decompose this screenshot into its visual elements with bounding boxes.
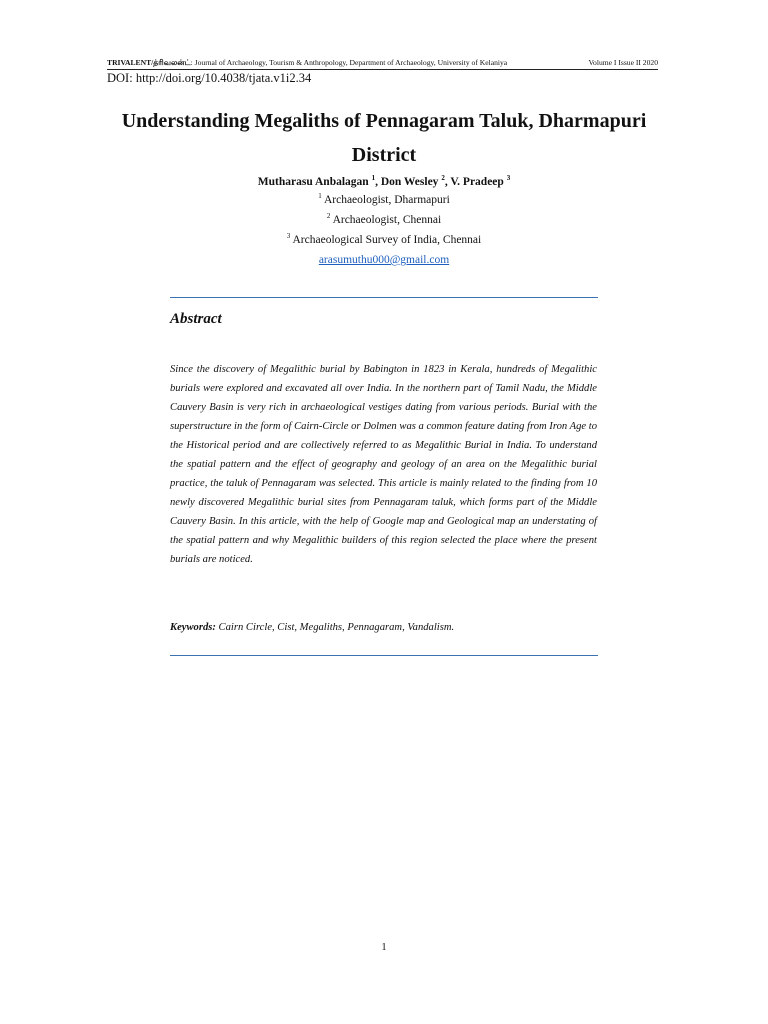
author-email-link[interactable]: arasumuthu000@gmail.com — [318, 254, 450, 266]
keywords-list: Cairn Circle, Cist, Megaliths, Pennagaram, Vandalism. — [215, 622, 455, 633]
affiliation-text: Archaeologist, Chennai — [330, 214, 442, 226]
abstract-bottom-divider — [170, 655, 598, 656]
author-list — [0, 175, 768, 189]
running-header — [107, 58, 658, 70]
author-separator: , — [375, 176, 381, 188]
keywords-label: Keywords: — [170, 622, 216, 633]
author-name: Mutharasu Anbalagan — [257, 176, 369, 188]
author-separator: , — [444, 176, 451, 188]
journal-info: : Journal of Archaeology, Tourism & Anthropology, Department of Archaeology, University of Kelaniya — [190, 58, 508, 67]
author-name: V. Pradeep — [450, 176, 504, 188]
author-name: Don Wesley — [380, 176, 439, 188]
author-affiliation-mark: 2 — [441, 174, 445, 183]
affiliation-2 — [0, 213, 768, 227]
abstract-top-divider — [170, 297, 598, 298]
affiliation-mark: 3 — [286, 232, 291, 241]
affiliation-text: Archaeologist, Dharmapuri — [321, 194, 450, 206]
affiliation-3 — [0, 233, 768, 247]
affiliation-1 — [0, 193, 768, 207]
affiliation-text: Archaeological Survey of India, Chennai — [290, 234, 482, 246]
affiliation-mark: 1 — [318, 192, 322, 201]
keywords-line — [170, 621, 597, 635]
page-number: 1 — [381, 942, 387, 953]
volume-issue: Volume I Issue II 2020 — [588, 58, 658, 67]
paper-title: Understanding Megaliths of Pennagaram Taluk, Dharmapuri District — [121, 110, 647, 166]
affiliation-mark: 2 — [326, 212, 331, 221]
author-affiliation-mark: 3 — [506, 174, 511, 183]
email-line — [0, 253, 768, 267]
abstract-heading: Abstract — [170, 311, 222, 327]
journal-brand: TRIVALENT/த்ரிவலன்ட் — [107, 58, 191, 67]
doi-line: DOI: http://doi.org/10.4038/tjata.v1i2.34 — [107, 71, 312, 85]
author-affiliation-mark: 1 — [371, 174, 376, 183]
abstract-body: Since the discovery of Megalithic burial by Babington in 1823 in Kerala, hundreds of Megalithic burials were explored and excavated all over India. In the northern part of Tamil Nadu, the Middle Cauvery Basin is very rich in archaeological vestiges dating from various periods. Burial with the superstructure in the form of Cairn-Circle or Dolmen was a common feature dating from Iron Age to the Historical period and are collectively referred to as Megalithic Burial in India. To understand the spatial pattern and the effect of geography and geology of an area on the Megalithic burial practice, the taluk of Pennagaram was selected. This article is mainly related to the finding from 10 newly discovered Megalithic burial sites from Pennagaram taluk, which forms part of the Middle Cauvery Basin. In this article, with the help of Google map and Geological map an understating of the spatial pattern and why Megalithic builders of this region selected the place where the present burials are noticed. — [170, 364, 597, 566]
